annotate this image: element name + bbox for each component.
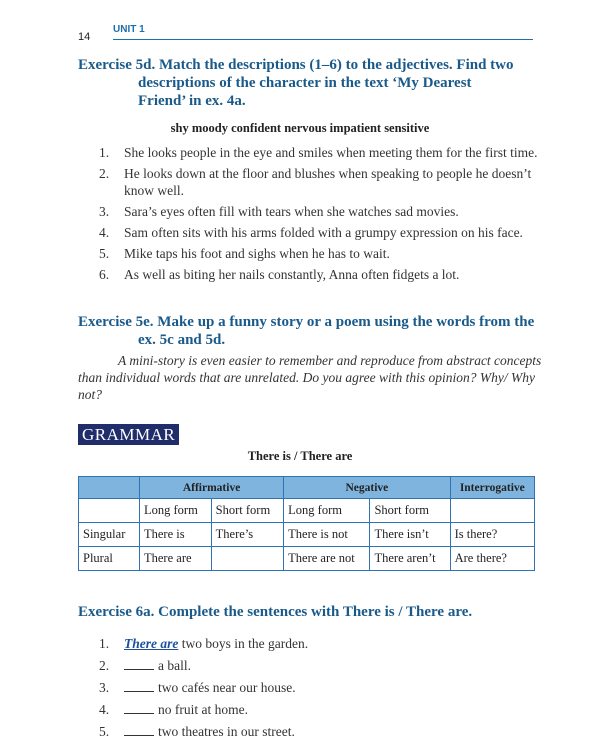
table-cell: There are	[140, 547, 212, 571]
exercise-6a-text: Complete the sentences with There is / There are.	[158, 604, 473, 620]
exercise-6a-list	[78, 633, 543, 743]
table-cell: Long form	[140, 499, 212, 523]
list-item: 2. a ball.	[99, 658, 191, 673]
exercise-5d-line1: Match the descriptions (1–6) to the adjectives. Find two	[158, 57, 514, 73]
exercise-5e-line2: ex. 5c and 5d.	[138, 332, 226, 348]
answer-blank[interactable]	[124, 657, 154, 670]
table-cell: There is	[140, 523, 212, 547]
table-cell	[79, 499, 140, 523]
list-item: 1. She looks people in the eye and smiles when meeting them for the first time.	[99, 145, 538, 160]
unit-label: UNIT 1	[113, 24, 145, 35]
page-number: 14	[78, 31, 91, 43]
answer-blank[interactable]	[124, 723, 154, 736]
exercise-5d-label: Exercise 5d.	[78, 57, 156, 73]
list-item: 5. Mike taps his foot and sighs when he has to wait.	[99, 246, 390, 261]
table-cell: Short form	[211, 499, 283, 523]
table-cell: There are not	[284, 547, 370, 571]
table-cell: Short form	[370, 499, 450, 523]
table-header-row	[79, 477, 535, 499]
exercise-5e-label: Exercise 5e.	[78, 314, 154, 330]
table-cell: Is there?	[450, 523, 534, 547]
list-item: 3. Sara’s eyes often fill with tears when she watches sad movies.	[99, 204, 459, 219]
grammar-badge: GRAMMAR	[78, 424, 179, 445]
table-row	[79, 547, 535, 571]
table-header-empty	[79, 477, 140, 499]
list-item: 4. Sam often sits with his arms folded with a grumpy expression on his face.	[99, 225, 523, 240]
table-header-interrogative: Interrogative	[450, 477, 534, 499]
list-item: 1. There are two boys in the garden.	[99, 636, 309, 651]
exercise-6a-title	[78, 603, 548, 621]
answer-blank[interactable]	[124, 679, 154, 692]
table-cell: Are there?	[450, 547, 534, 571]
table-header-negative: Negative	[284, 477, 450, 499]
list-item: 3. two cafés near our house.	[99, 680, 296, 695]
table-cell	[211, 547, 283, 571]
exercise-5e-line1: Make up a funny story or a poem using the words from the	[157, 314, 535, 330]
table-cell: There’s	[211, 523, 283, 547]
table-row-label: Plural	[79, 547, 140, 571]
table-cell	[450, 499, 534, 523]
list-item: 2. He looks down at the floor and blushes when speaking to people he doesn’t know well.	[99, 166, 532, 198]
table-header-affirmative: Affirmative	[140, 477, 284, 499]
table-subheader-row	[79, 499, 535, 523]
grammar-table	[78, 476, 535, 571]
exercise-5d-title	[78, 56, 548, 110]
exercise-5d-list	[78, 144, 543, 283]
exercise-6a-label: Exercise 6a.	[78, 604, 155, 620]
page-header	[78, 24, 533, 44]
exercise-5d-line3: Friend’ in ex. 4a.	[138, 93, 246, 109]
filled-answer: There are	[124, 636, 179, 651]
table-cell: Long form	[284, 499, 370, 523]
list-item: 6. As well as biting her nails constantly, Anna often fidgets a lot.	[99, 267, 460, 282]
table-row	[79, 523, 535, 547]
exercise-5e-paragraph: A mini-story is even easier to remember and reproduce from abstract concepts than individual words that are unrelated. Do you agree with this opinion? Why/ Why not?	[78, 353, 542, 402]
table-row-label: Singular	[79, 523, 140, 547]
list-item: 4. no fruit at home.	[99, 702, 248, 717]
table-cell: There is not	[284, 523, 370, 547]
word-bank: shy moody confident nervous impatient sensitive	[170, 121, 430, 135]
exercise-5d-line2: descriptions of the character in the text ‘My Dearest	[138, 75, 472, 91]
grammar-table-caption: There is / There are	[247, 449, 353, 463]
answer-blank[interactable]	[124, 701, 154, 714]
table-cell: There aren’t	[370, 547, 450, 571]
exercise-5e-title	[78, 313, 548, 349]
table-cell: There isn’t	[370, 523, 450, 547]
header-rule	[113, 39, 533, 40]
list-item: 5. two theatres in our street.	[99, 724, 295, 739]
